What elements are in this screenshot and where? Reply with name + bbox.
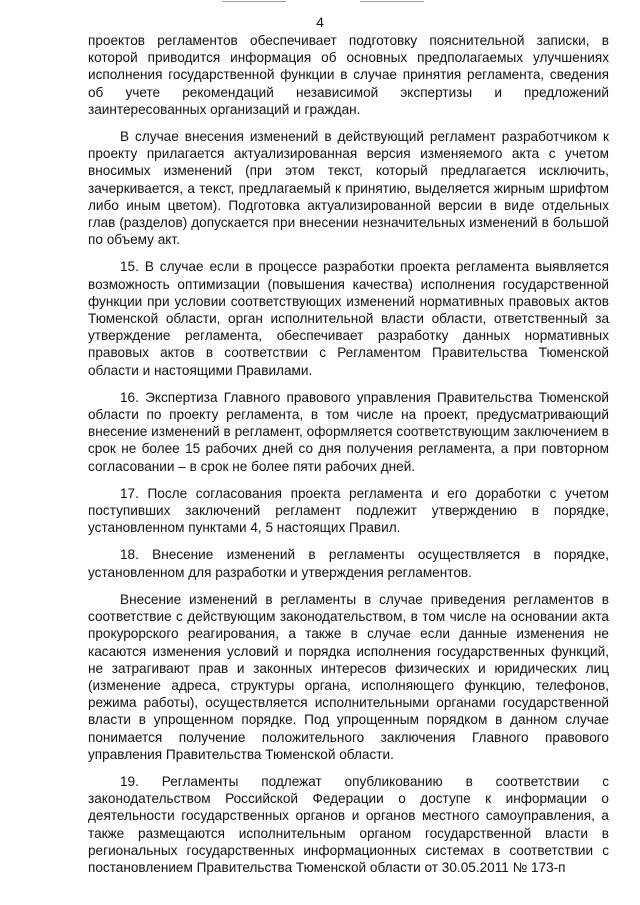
document-body — [88, 32, 609, 886]
paragraph-item-17: 17. После согласования проекта регламента и его доработки с учетом поступивших заключений регламент подлежит утверждению в порядке, установленном пунктами 4, 5 настоящих Правил. — [88, 485, 609, 536]
paragraph-item-15: 15. В случае если в процессе разработки проекта регламента выявляется возможность оптимизации (повышения качества) исполнения государственной функции при условии соответствующих изменений нормативных правовых актов Тюменской области, орган исполнительной власти области, ответственный за утверждение регламента, обеспечивает разработку данных нормативных правовых актов в соответствии с Регламентом Правительства Тюменской области и настоящими Правилами. — [88, 259, 609, 378]
paragraph-item-19: 19. Регламенты подлежат опубликованию в соответствии с законодательством Российской Федерации о доступе к информации о деятельности государственных органов и органов местного самоуправления, а также размещаются исполнительным органом государственной власти в региональных государственных информационных системах в соответствии с постановлением Правительства Тюменской области от 30.05.2011 № 173-п — [88, 773, 609, 875]
top-rule-right — [360, 1, 424, 2]
paragraph-simplified-procedure: Внесение изменений в регламенты в случае приведения регламентов в соответствие с действующим законодательством, в том числе на основании акта прокурорского реагирования, а также в случае если данные изменения не касаются изменения условий и порядка исполнения государственных функций, не затрагивают прав и законных интересов физических и юридических лиц (изменение адреса, структуры органа, исполняющего функцию, телефонов, режима работы), осуществляется исполнительными органами государственной власти в упрощенном порядке. Под упрощенным порядком в данном случае понимается получение положительного заключения Главного правового управления Правительства Тюменской области. — [88, 591, 609, 762]
paragraph-item-18: 18. Внесение изменений в регламенты осуществляется в порядке, установленном для разработки и утверждения регламентов. — [88, 547, 609, 580]
page-number: 4 — [316, 14, 324, 30]
top-rule-left — [222, 1, 286, 2]
paragraph-amendments-version: В случае внесения изменений в действующий регламент разработчиком к проекту прилагается актуализированная версия изменяемого акта с учетом вносимых изменений (при этом текст, который предлагается исключить, зачеркивается, а текст, предлагаемый к принятию, выделяется жирным шрифтом либо иным цветом). Подготовка актуализированной версии в виде отдельных глав (разделов) допускается при внесении незначительных изменений в большой по объему акт. — [88, 129, 609, 248]
paragraph-explanatory-note: проектов регламентов обеспечивает подготовку пояснительной записки, в которой приводится информация об основных предполагаемых улучшениях исполнения государственной функции в случае принятия регламента, сведения об учете рекомендаций независимой экспертизы и предложений заинтересованных организаций и граждан. — [88, 33, 609, 117]
paragraph-item-16: 16. Экспертиза Главного правового управления Правительства Тюменской области по проекту регламента, в том числе на проект, предусматривающий внесение изменений в регламент, оформляется соответствующим заключением в срок не более 15 рабочих дней со дня получения регламента, а при повторном согласовании – в срок не более пяти рабочих дней. — [88, 389, 609, 474]
